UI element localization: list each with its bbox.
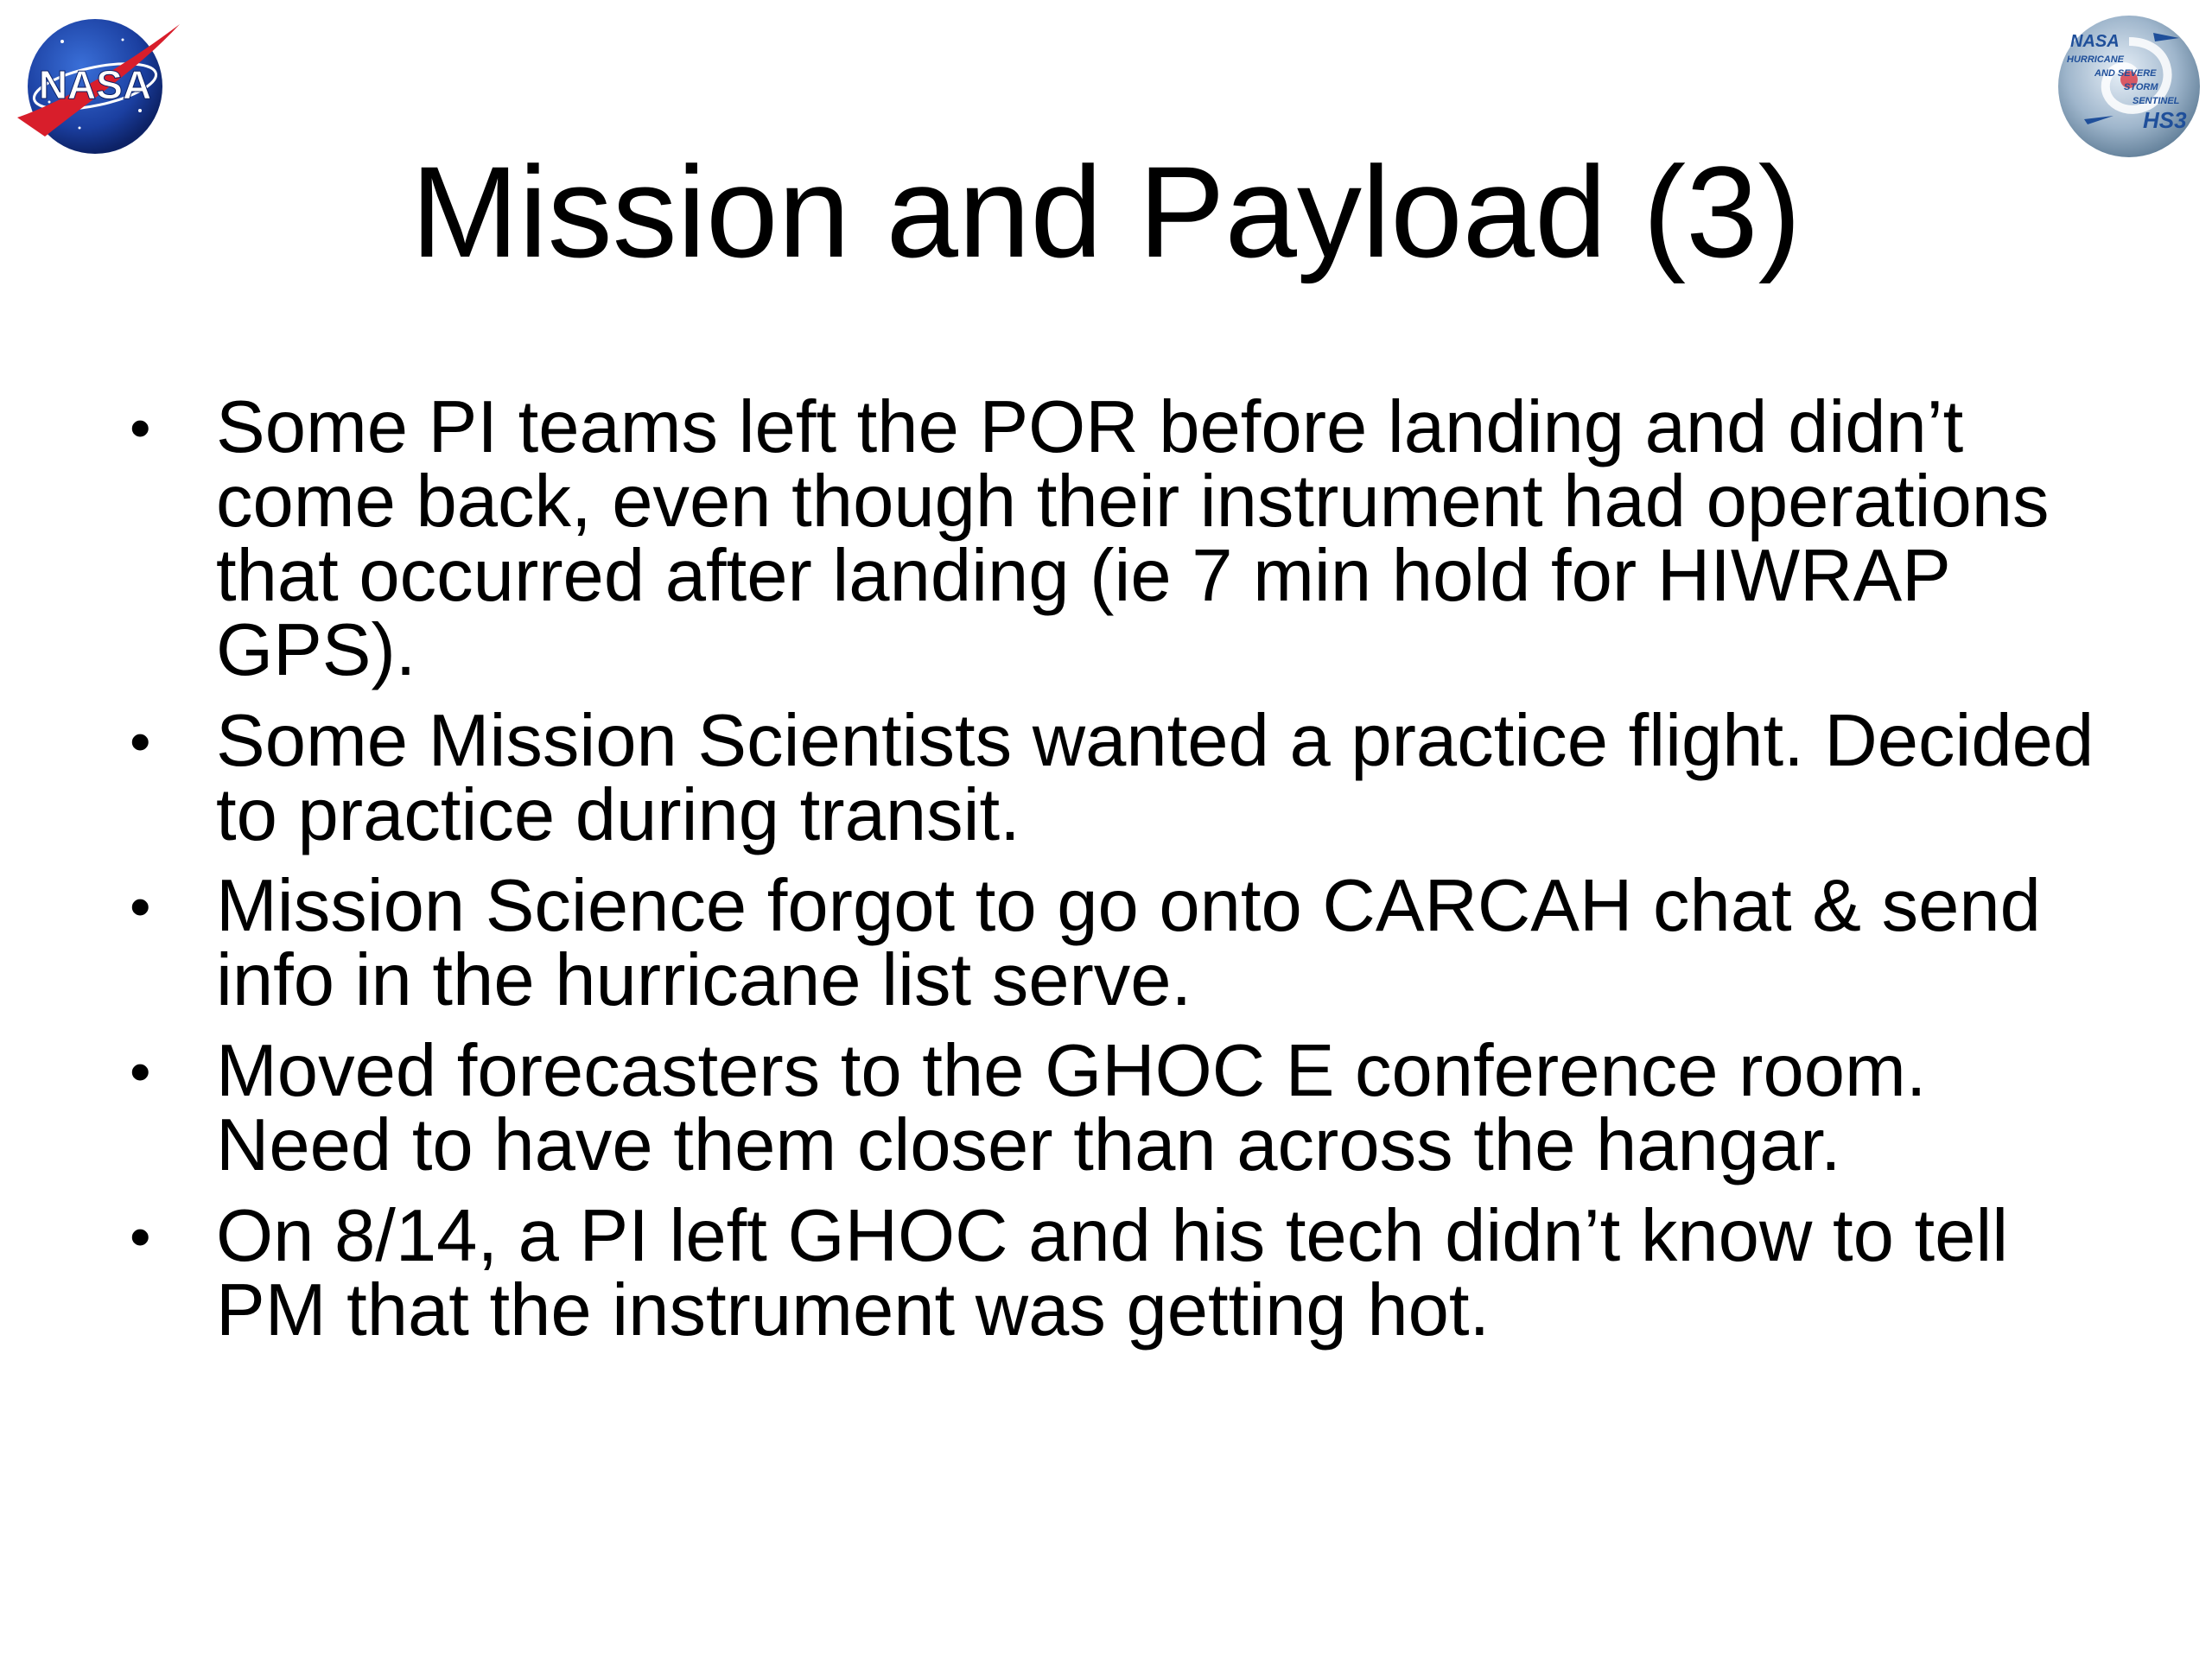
svg-text:STORM: STORM — [2124, 82, 2158, 92]
svg-text:HS3: HS3 — [2143, 107, 2187, 133]
bullet-marker: • — [130, 708, 151, 775]
bullet-text: Some Mission Scientists wanted a practice flight. Decided to practice during transit. — [216, 700, 2094, 856]
bullet-item — [130, 386, 2117, 691]
bullet-item — [130, 865, 2117, 1021]
bullet-marker: • — [130, 394, 151, 461]
svg-text:HURRICANE: HURRICANE — [2067, 54, 2124, 65]
bullet-text: Moved forecasters to the GHOC E conference room. Need to have them closer than across the hangar. — [216, 1030, 1927, 1186]
slide-title: Mission and Payload (3) — [410, 139, 1802, 284]
bullet-item — [130, 1195, 2117, 1351]
bullet-marker: • — [130, 873, 151, 940]
bullet-text: On 8/14, a PI left GHOC and his tech didn’t know to tell PM that the instrument was getting hot. — [216, 1195, 2009, 1351]
bullet-text: Some PI teams left the POR before landing and didn’t come back, even though their instrument had operations that occurred after landing (ie 7 min hold for HIWRAP GPS). — [216, 386, 2050, 691]
svg-text:NASA: NASA — [38, 62, 152, 107]
svg-text:SENTINEL: SENTINEL — [2133, 96, 2180, 106]
bullet-text: Mission Science forgot to go onto CARCAH chat & send info in the hurricane list serve. — [216, 865, 2041, 1021]
bullet-marker: • — [130, 1203, 151, 1270]
bullet-marker: • — [130, 1038, 151, 1105]
svg-text:AND SEVERE: AND SEVERE — [2094, 68, 2157, 79]
bullet-item — [130, 700, 2117, 856]
bullet-list — [130, 386, 2117, 1364]
bullet-item — [130, 1030, 2117, 1186]
svg-text:NASA: NASA — [2070, 32, 2120, 51]
